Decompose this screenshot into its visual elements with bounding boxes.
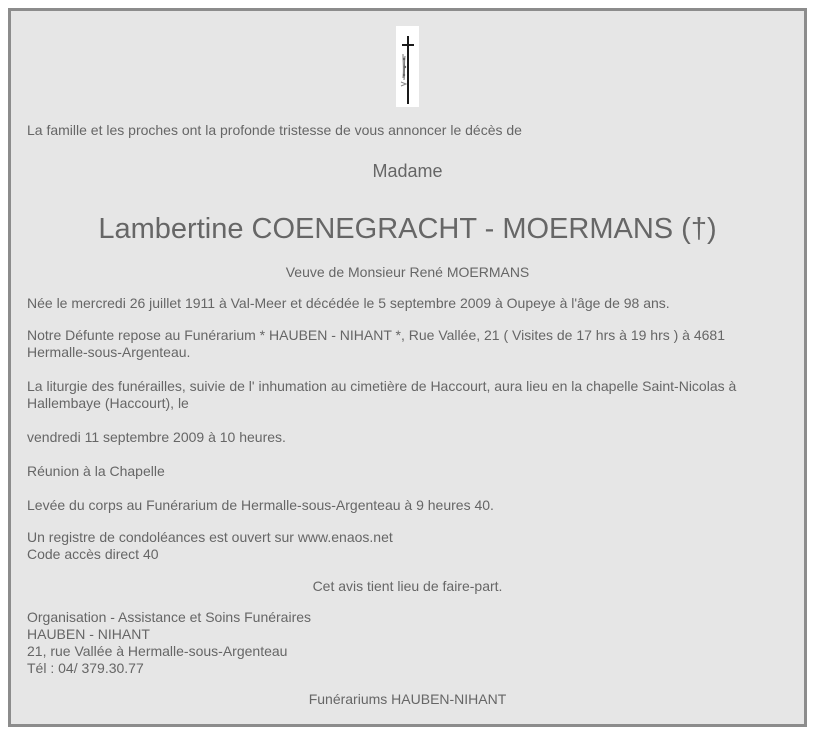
liturgy-text: La liturgie des funérailles, suivie de l' inhumation au cimetière de Haccourt, aura lieu en la chapelle Saint-Nicolas à Hallembaye (Haccourt), le: [27, 378, 737, 411]
cross-emblem-icon: [396, 26, 419, 107]
organization-line-4: Tél : 04/ 379.30.77: [27, 660, 144, 676]
organization-line-2: HAUBEN - NIHANT: [27, 626, 150, 642]
register-line-2: Code accès direct 40: [27, 546, 159, 562]
title-text: Madame: [372, 161, 443, 181]
birth-death-text: Née le mercredi 26 juillet 1911 à Val-Meer et décédée le 5 septembre 2009 à Oupeye à l'âge de 98 ans.: [27, 295, 670, 311]
cross-icon: [396, 26, 419, 107]
register-line-1: Un registre de condoléances est ouvert sur www.enaos.net: [27, 529, 393, 545]
deceased-name: Lambertine COENEGRACHT - MOERMANS (†): [98, 213, 717, 245]
footer-text: Funérariums HAUBEN-NIHANT: [308, 691, 507, 707]
intro-text: La famille et les proches ont la profonde tristesse de vous annoncer le décès de: [27, 122, 522, 138]
meeting-text: Réunion à la Chapelle: [27, 463, 165, 479]
widow-text: Veuve de Monsieur René MOERMANS: [285, 264, 530, 280]
notice-text: Cet avis tient lieu de faire-part.: [312, 578, 503, 594]
repose-text: Notre Défunte repose au Funérarium * HAUBEN - NIHANT *, Rue Vallée, 21 ( Visites de 17 hrs à 19 hrs ) à 4681 Hermalle-sous-Argenteau.: [27, 327, 725, 360]
date-text: vendredi 11 septembre 2009 à 10 heures.: [27, 429, 286, 445]
organization-line-3: 21, rue Vallée à Hermalle-sous-Argenteau: [27, 643, 288, 659]
levee-text: Levée du corps au Funérarium de Hermalle-sous-Argenteau à 9 heures 40.: [27, 497, 494, 513]
organization-line-1: Organisation - Assistance et Soins Funéraires: [27, 609, 312, 625]
